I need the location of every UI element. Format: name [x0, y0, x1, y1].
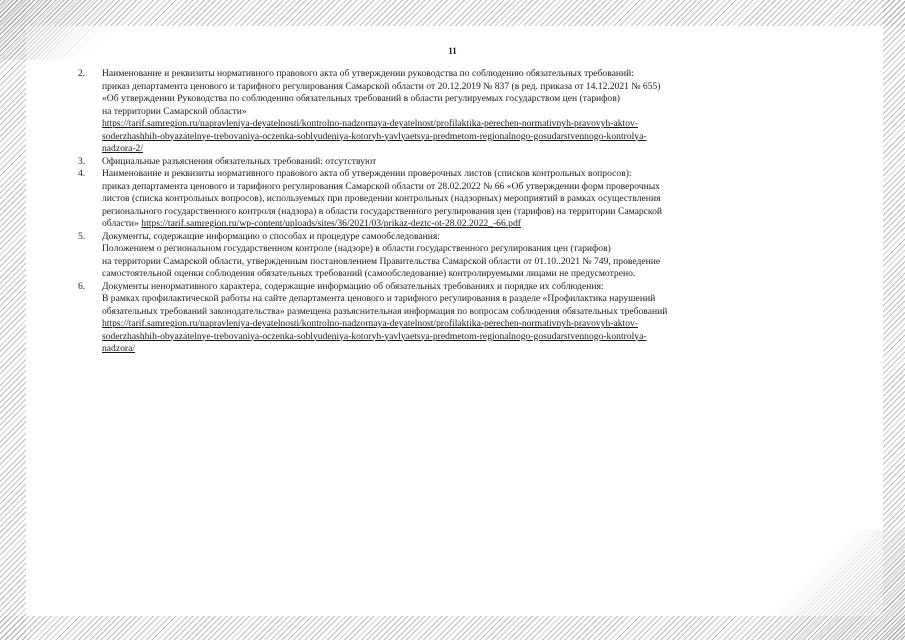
- text-fragment: области»: [102, 218, 142, 229]
- page-number: 11: [448, 46, 457, 56]
- item-number: 3.: [78, 155, 86, 167]
- text-line: Наименование и реквизиты нормативного правового акта об утверждении проверочных листов (списков контрольных вопросов):: [102, 168, 632, 179]
- text-line: приказ департамента ценового и тарифного регулирования Самарской области от 20.12.2019 № 837 (в ред. приказа от 14.12.2021 № 655): [102, 80, 661, 92]
- item-number: 4.: [78, 168, 86, 179]
- hyperlink[interactable]: https://tarif.samregion.ru/napravleniya-deyatelnosti/kontrolno-nadzornaya-deyatelnost/profilaktika-perechen-normativnyh-pravovyh-aktov-: [102, 318, 638, 329]
- hyperlink[interactable]: nadzora/: [102, 343, 136, 354]
- list-item: [78, 281, 868, 356]
- text-line: приказ департамента ценового и тарифного регулирования Самарской области от 28.02.2022 № 66 «Об утверждении форм проверочных: [102, 180, 660, 192]
- text-line: Официальные разъяснения обязательных требований: отсутствуют: [102, 155, 377, 167]
- item-number: 5.: [78, 230, 86, 242]
- list-item: [78, 231, 868, 281]
- text-line: листов (списка контрольных вопросов), используемых при проведении контрольных (надзорных) мероприятий в рамках осуществления: [102, 193, 661, 204]
- list-item: [78, 156, 868, 169]
- text-line: Положением о региональном государственном контроле (надзоре) в области государственного регулирования цен (тарифов): [102, 243, 611, 254]
- hyperlink[interactable]: https://tarif.samregion.ru/wp-content/uploads/sites/36/2021/03/prikaz-deztc-ot-28.02.2022_-66.pdf: [141, 218, 521, 229]
- item-text: [102, 231, 868, 281]
- item-number: 2.: [78, 68, 86, 79]
- text-line: обязательных требований законодательства» размещена разъяснительная информация по вопросам соблюдения обязательных требований: [102, 305, 668, 317]
- text-line: [102, 218, 868, 231]
- item-text: [102, 168, 868, 231]
- hyperlink[interactable]: nadzora-2/: [102, 143, 144, 154]
- text-line: Наименование и реквизиты нормативного правового акта об утверждении руководства по соблюдению обязательных требований:: [102, 68, 634, 79]
- item-number: 6.: [78, 280, 86, 292]
- hyperlink[interactable]: soderzhashhih-obyazatelnye-trebovaniya-oczenka-soblyudeniya-kotoryh-yavlyaetsya-predmetom-regionalnogo-gosudarstvennogo-kontrolya-: [102, 130, 647, 142]
- text-line: Документы, содержащие информацию о способах и процедуре самообследования:: [102, 230, 440, 242]
- scan-border-left: [0, 0, 26, 640]
- scan-noise-corner: [705, 530, 905, 640]
- list-item: [78, 68, 868, 156]
- text-line: регионального государственного контроля (надзора) в области государственного регулирования цен (тарифов) на территории Самарской: [102, 205, 663, 217]
- hyperlink[interactable]: soderzhashhih-obyazatelnye-trebovaniya-oczenka-soblyudeniya-kotoryh-yavlyaetsya-predmetom-regionalnogo-gosudarstvennogo-kontrolya-: [102, 330, 647, 342]
- item-text: [102, 68, 868, 156]
- document-body: [78, 68, 868, 356]
- text-line: на территории Самарской области, утвержденным постановлением Правительства Самарской области от 01.10..2021 № 749, проведение: [102, 255, 661, 267]
- text-line: Документы ненормативного характера, содержащие информацию об обязательных требованиях и порядке их соблюдения:: [102, 280, 604, 292]
- text-line: на территории Самарской области»: [102, 105, 247, 117]
- text-line: самостоятельной оценки соблюдения обязательных требований (самообследование) контролируемыми лицами не предусмотрено.: [102, 268, 636, 279]
- hyperlink[interactable]: https://tarif.samregion.ru/napravleniya-deyatelnosti/kontrolno-nadzornaya-deyatelnost/profilaktika-perechen-normativnyh-pravovyh-aktov-: [102, 118, 638, 129]
- item-text: [102, 156, 868, 169]
- text-line: «Об утверждении Руководства по соблюдению обязательных требований в области регулируемых государством цен (тарифов): [102, 93, 620, 104]
- list-item: [78, 168, 868, 231]
- item-text: [102, 281, 868, 356]
- text-line: В рамках профилактической работы на сайте департамента ценового и тарифного регулирования в разделе «Профилактика нарушений: [102, 293, 656, 304]
